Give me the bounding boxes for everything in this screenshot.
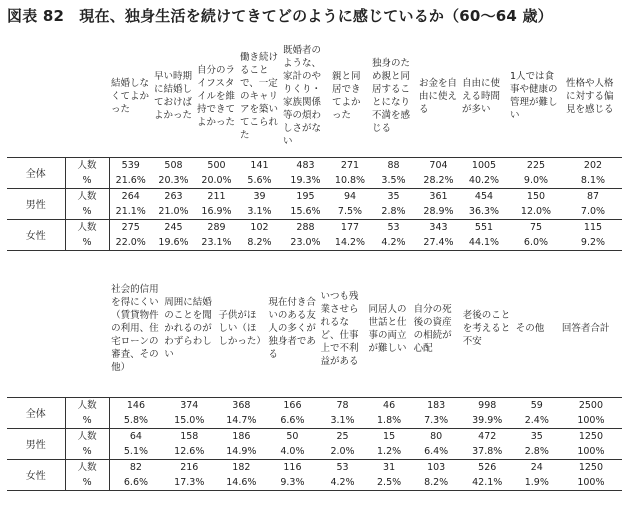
percent-cell: 4.2% xyxy=(318,475,366,491)
percent-cell: 23.0% xyxy=(281,235,330,251)
percent-cell: 3.5% xyxy=(370,173,417,189)
percent-cell: 44.1% xyxy=(460,235,508,251)
table-row xyxy=(7,219,622,235)
percent-cell: 42.1% xyxy=(461,475,514,491)
table-header-row xyxy=(7,261,622,397)
table-row xyxy=(7,235,622,251)
percent-cell: 39.9% xyxy=(461,413,514,429)
metric-label-count: 人数 xyxy=(65,459,109,475)
percent-cell: 40.2% xyxy=(460,173,508,189)
percent-cell: 10.8% xyxy=(330,173,370,189)
count-cell: 551 xyxy=(460,219,508,235)
row-group-label: 女性 xyxy=(7,459,65,490)
percent-cell: 12.0% xyxy=(508,204,564,220)
column-header xyxy=(109,261,162,397)
column-header-label: お金を自由に使える xyxy=(419,77,458,115)
count-cell: 264 xyxy=(109,188,152,204)
column-header-label: 早い時期に結婚しておけばよかった xyxy=(154,71,193,122)
metric-label-percent: % xyxy=(65,235,109,251)
count-cell: 245 xyxy=(152,219,195,235)
header-blank xyxy=(7,261,65,397)
count-cell: 24 xyxy=(514,459,560,475)
percent-cell: 9.0% xyxy=(508,173,564,189)
count-cell: 263 xyxy=(152,188,195,204)
column-header-label: 1人では食事や健康の管理が難しい xyxy=(510,71,558,122)
metric-label-count: 人数 xyxy=(65,157,109,173)
count-cell: 87 xyxy=(564,188,622,204)
table-row xyxy=(7,188,622,204)
count-cell: 146 xyxy=(109,397,162,413)
count-cell: 177 xyxy=(330,219,370,235)
percent-cell: 8.2% xyxy=(412,475,461,491)
percent-cell: 2.5% xyxy=(367,475,412,491)
column-header-label: いつも残業させられるなど、仕事上で不利益がある xyxy=(320,290,359,367)
percent-cell: 14.9% xyxy=(216,444,266,460)
percent-cell: 2.0% xyxy=(318,444,366,460)
column-header-label: 老後のことを考えると不安 xyxy=(462,310,511,348)
column-header xyxy=(195,36,238,157)
column-header-label: 自分のライフスタイルを維持できてよかった xyxy=(197,64,236,128)
table-row xyxy=(7,444,622,460)
count-cell: 25 xyxy=(318,428,366,444)
percent-cell: 4.0% xyxy=(266,444,318,460)
percent-cell: 14.2% xyxy=(330,235,370,251)
percent-cell: 37.8% xyxy=(461,444,514,460)
count-cell: 183 xyxy=(412,397,461,413)
column-header xyxy=(330,36,370,157)
percent-cell: 23.1% xyxy=(195,235,238,251)
column-header-label: 同居人の世話と仕事の両立が難しい xyxy=(368,303,407,354)
column-header-label: 自分の死後の資産の相続が心配 xyxy=(413,303,452,354)
count-cell: 202 xyxy=(564,157,622,173)
percent-cell: 15.0% xyxy=(162,413,216,429)
column-header-label: 結婚しなくてよかった xyxy=(111,77,150,115)
count-cell: 53 xyxy=(370,219,417,235)
column-header-label: 周囲に結婚のことを聞かれるのがわずらわしい xyxy=(164,297,212,361)
percent-cell: 15.6% xyxy=(281,204,330,220)
count-cell: 141 xyxy=(238,157,281,173)
column-header xyxy=(460,36,508,157)
column-header xyxy=(560,261,622,397)
row-group-label: 全体 xyxy=(7,157,65,188)
count-cell: 150 xyxy=(508,188,564,204)
page-title: 図表 82 現在、独身生活を続けてきてどのように感じているか（60〜64 歳） xyxy=(7,7,553,25)
metric-label-percent: % xyxy=(65,173,109,189)
percent-cell: 100% xyxy=(560,475,622,491)
survey-table-1 xyxy=(7,36,622,251)
count-cell: 166 xyxy=(266,397,318,413)
column-header-label: 子供がほしい（ほしかった） xyxy=(218,310,266,348)
metric-label-count: 人数 xyxy=(65,188,109,204)
count-cell: 998 xyxy=(461,397,514,413)
column-header xyxy=(266,261,318,397)
count-cell: 225 xyxy=(508,157,564,173)
percent-cell: 9.2% xyxy=(564,235,622,251)
metric-label-percent: % xyxy=(65,204,109,220)
percent-cell: 7.0% xyxy=(564,204,622,220)
count-cell: 116 xyxy=(266,459,318,475)
percent-cell: 2.8% xyxy=(514,444,560,460)
metric-label-percent: % xyxy=(65,444,109,460)
count-cell: 454 xyxy=(460,188,508,204)
count-cell: 59 xyxy=(514,397,560,413)
percent-cell: 2.8% xyxy=(370,204,417,220)
percent-cell: 20.0% xyxy=(195,173,238,189)
column-header-label: 自由に使える時間が多い xyxy=(462,77,501,115)
percent-cell: 22.0% xyxy=(109,235,152,251)
percent-cell: 12.6% xyxy=(162,444,216,460)
percent-cell: 28.9% xyxy=(417,204,460,220)
count-cell: 275 xyxy=(109,219,152,235)
count-cell: 704 xyxy=(417,157,460,173)
percent-cell: 21.1% xyxy=(109,204,152,220)
column-header xyxy=(109,36,152,157)
metric-label-percent: % xyxy=(65,413,109,429)
count-cell: 102 xyxy=(238,219,281,235)
percent-cell: 16.9% xyxy=(195,204,238,220)
column-header xyxy=(152,36,195,157)
percent-cell: 7.5% xyxy=(330,204,370,220)
count-cell: 53 xyxy=(318,459,366,475)
percent-cell: 1.2% xyxy=(367,444,412,460)
percent-cell: 20.3% xyxy=(152,173,195,189)
column-header xyxy=(412,261,461,397)
percent-cell: 5.8% xyxy=(109,413,162,429)
header-blank xyxy=(65,261,109,397)
count-cell: 1005 xyxy=(460,157,508,173)
count-cell: 2500 xyxy=(560,397,622,413)
percent-cell: 3.1% xyxy=(238,204,281,220)
count-cell: 35 xyxy=(514,428,560,444)
column-header-label: その他 xyxy=(515,323,545,335)
column-header xyxy=(367,261,412,397)
header-blank xyxy=(65,36,109,157)
count-cell: 94 xyxy=(330,188,370,204)
count-cell: 508 xyxy=(152,157,195,173)
count-cell: 483 xyxy=(281,157,330,173)
count-cell: 211 xyxy=(195,188,238,204)
count-cell: 88 xyxy=(370,157,417,173)
column-header-label: 独身のため親と同居することになり不満を感じる xyxy=(372,58,411,135)
count-cell: 361 xyxy=(417,188,460,204)
column-header xyxy=(370,36,417,157)
table-row xyxy=(7,397,622,413)
column-header xyxy=(461,261,514,397)
count-cell: 39 xyxy=(238,188,281,204)
percent-cell: 14.6% xyxy=(216,475,266,491)
percent-cell: 6.4% xyxy=(412,444,461,460)
count-cell: 15 xyxy=(367,428,412,444)
count-cell: 103 xyxy=(412,459,461,475)
count-cell: 526 xyxy=(461,459,514,475)
count-cell: 271 xyxy=(330,157,370,173)
column-header-label: 親と同居できてよかった xyxy=(332,71,361,122)
table-row xyxy=(7,173,622,189)
percent-cell: 27.4% xyxy=(417,235,460,251)
percent-cell: 100% xyxy=(560,413,622,429)
count-cell: 64 xyxy=(109,428,162,444)
count-cell: 368 xyxy=(216,397,266,413)
percent-cell: 8.1% xyxy=(564,173,622,189)
column-header xyxy=(508,36,564,157)
percent-cell: 28.2% xyxy=(417,173,460,189)
row-group-label: 全体 xyxy=(7,397,65,428)
count-cell: 186 xyxy=(216,428,266,444)
row-group-label: 男性 xyxy=(7,428,65,459)
count-cell: 75 xyxy=(508,219,564,235)
count-cell: 82 xyxy=(109,459,162,475)
percent-cell: 100% xyxy=(560,444,622,460)
header-blank xyxy=(7,36,65,157)
count-cell: 78 xyxy=(318,397,366,413)
count-cell: 216 xyxy=(162,459,216,475)
percent-cell: 5.6% xyxy=(238,173,281,189)
count-cell: 195 xyxy=(281,188,330,204)
percent-cell: 4.2% xyxy=(370,235,417,251)
column-header xyxy=(281,36,330,157)
count-cell: 289 xyxy=(195,219,238,235)
percent-cell: 1.9% xyxy=(514,475,560,491)
table-row xyxy=(7,428,622,444)
column-header xyxy=(564,36,622,157)
count-cell: 374 xyxy=(162,397,216,413)
table-row xyxy=(7,475,622,491)
metric-label-count: 人数 xyxy=(65,428,109,444)
column-header xyxy=(216,261,266,397)
column-header-label: 社会的信用を得にくい（賃貸物件の利用、住宅ローンの審査、その他） xyxy=(111,284,159,374)
table-row xyxy=(7,204,622,220)
count-cell: 1250 xyxy=(560,459,622,475)
count-cell: 115 xyxy=(564,219,622,235)
table-row xyxy=(7,459,622,475)
percent-cell: 7.3% xyxy=(412,413,461,429)
percent-cell: 9.3% xyxy=(266,475,318,491)
table-row xyxy=(7,157,622,173)
percent-cell: 19.3% xyxy=(281,173,330,189)
percent-cell: 2.4% xyxy=(514,413,560,429)
count-cell: 80 xyxy=(412,428,461,444)
percent-cell: 6.6% xyxy=(266,413,318,429)
percent-cell: 6.6% xyxy=(109,475,162,491)
column-header xyxy=(238,36,281,157)
percent-cell: 3.1% xyxy=(318,413,366,429)
column-header xyxy=(162,261,216,397)
percent-cell: 5.1% xyxy=(109,444,162,460)
metric-label-percent: % xyxy=(65,475,109,491)
column-header-label: 性格や人格に対する偏見を感じる xyxy=(566,77,614,115)
count-cell: 46 xyxy=(367,397,412,413)
column-header xyxy=(514,261,560,397)
percent-cell: 14.7% xyxy=(216,413,266,429)
column-header xyxy=(318,261,366,397)
column-header xyxy=(417,36,460,157)
percent-cell: 8.2% xyxy=(238,235,281,251)
metric-label-count: 人数 xyxy=(65,397,109,413)
count-cell: 539 xyxy=(109,157,152,173)
survey-table-2 xyxy=(7,261,622,491)
count-cell: 472 xyxy=(461,428,514,444)
column-header-label: 現在付き合いのある友人の多くが独身者である xyxy=(268,297,316,361)
row-group-label: 男性 xyxy=(7,188,65,219)
count-cell: 35 xyxy=(370,188,417,204)
metric-label-count: 人数 xyxy=(65,219,109,235)
count-cell: 500 xyxy=(195,157,238,173)
percent-cell: 17.3% xyxy=(162,475,216,491)
count-cell: 288 xyxy=(281,219,330,235)
table-row xyxy=(7,413,622,429)
table-header-row xyxy=(7,36,622,157)
row-group-label: 女性 xyxy=(7,219,65,250)
count-cell: 158 xyxy=(162,428,216,444)
count-cell: 1250 xyxy=(560,428,622,444)
column-header-label: 既婚者のような、家計のやりくり・家族関係等の煩わしさがない xyxy=(283,45,322,148)
percent-cell: 21.0% xyxy=(152,204,195,220)
count-cell: 343 xyxy=(417,219,460,235)
count-cell: 31 xyxy=(367,459,412,475)
column-header-label: 働き続けることで、一定のキャリアを築いてこられた xyxy=(240,51,279,141)
percent-cell: 19.6% xyxy=(152,235,195,251)
percent-cell: 6.0% xyxy=(508,235,564,251)
column-header-label: 回答者合計 xyxy=(561,323,610,335)
count-cell: 182 xyxy=(216,459,266,475)
count-cell: 50 xyxy=(266,428,318,444)
percent-cell: 1.8% xyxy=(367,413,412,429)
percent-cell: 36.3% xyxy=(460,204,508,220)
percent-cell: 21.6% xyxy=(109,173,152,189)
